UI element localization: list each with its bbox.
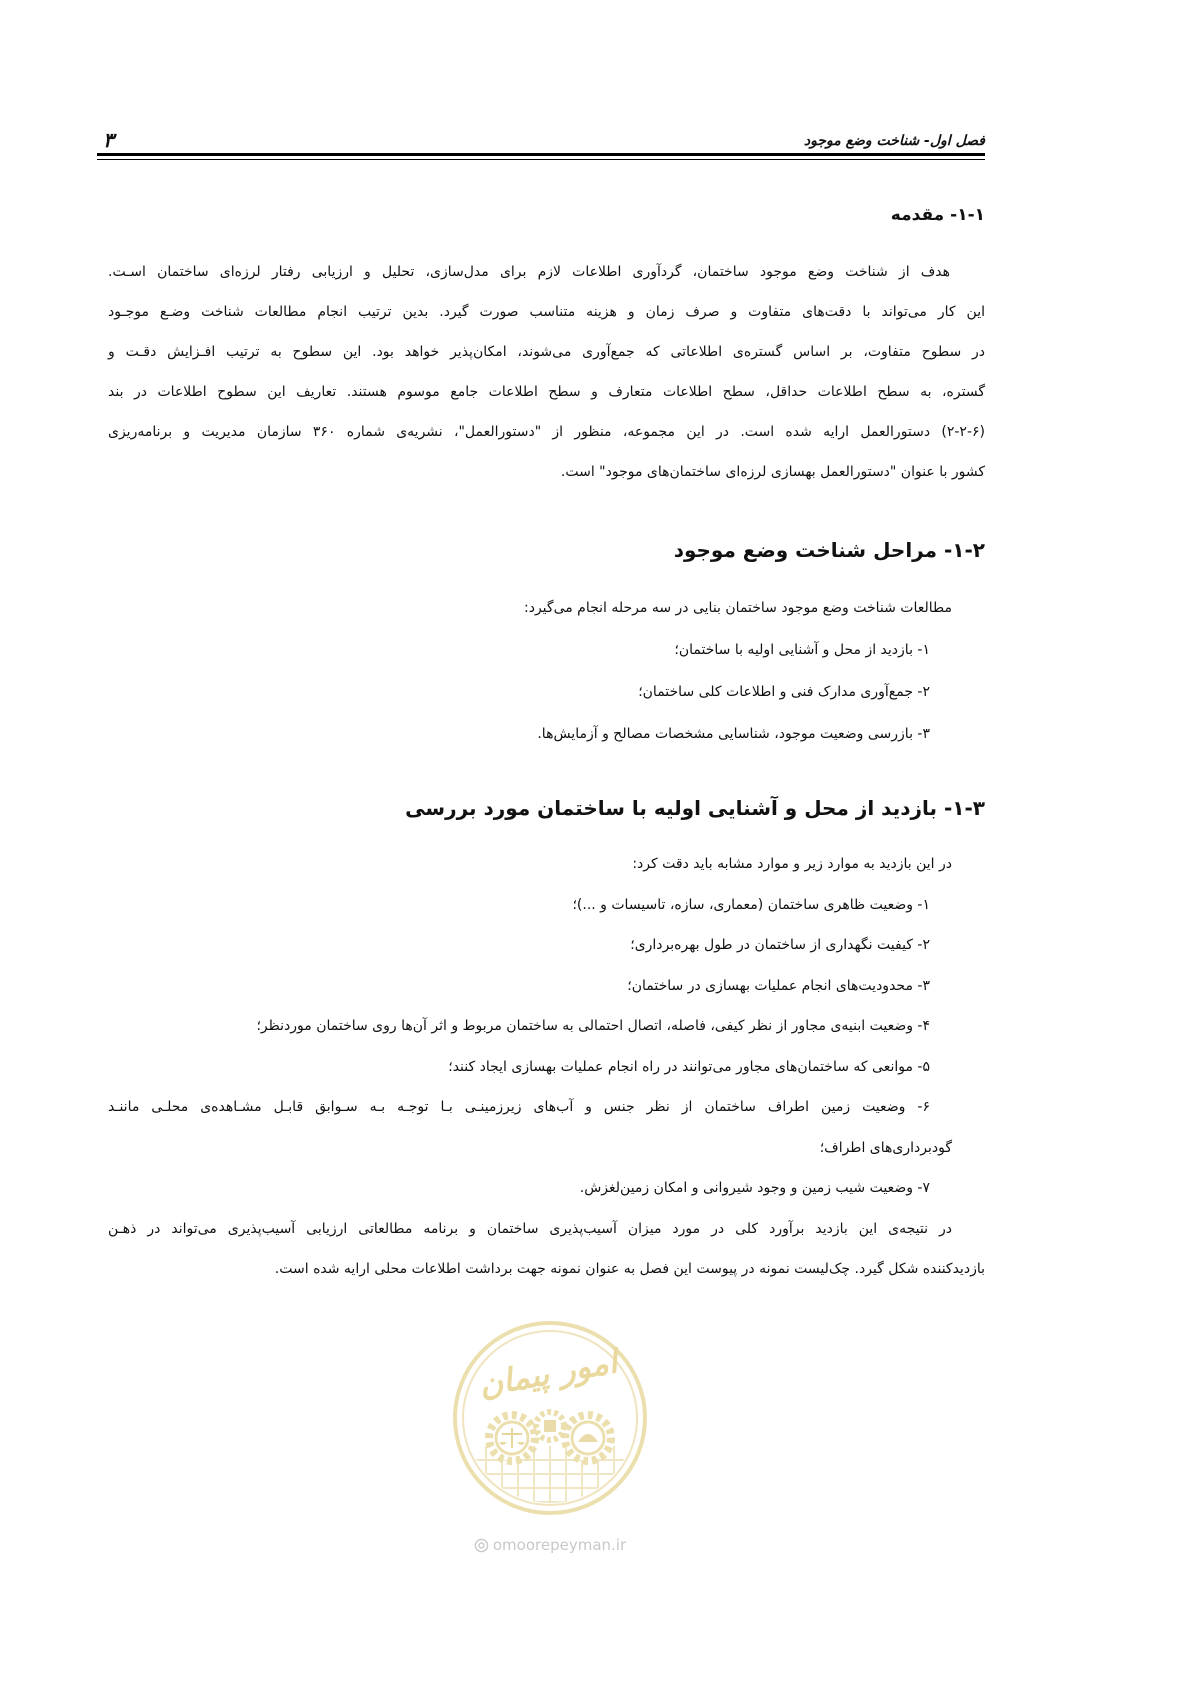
at-sign-icon (474, 1538, 489, 1553)
paragraph-line: (۲-۲-۶) دستورالعمل ارایه شده است. در این مجموعه، منظور از "دستورالعمل"، نشریه‌ی شماره ۳۶۰ سازمان مدیریت و برنامه‌ریزی (108, 424, 985, 440)
watermark-seal-logo (450, 1318, 650, 1518)
list-item: ۶- وضعیت زمین اطراف ساختمان از نظر جنس و آب‌های زیرزمینـی بـا توجـه بـه سـوابق قابـل مشـاهده‌ی محلـی ماننـد (108, 1099, 930, 1115)
section-heading-1-2: ۱-۲- مراحل شناخت وضع موجود (673, 538, 985, 562)
paragraph-line: کشور با عنوان "دستورالعمل بهسازی لرزه‌ای ساختمان‌های موجود" است. (560, 464, 985, 480)
left-gear-icon (489, 1415, 535, 1461)
center-gear-icon (536, 1412, 564, 1440)
conclusion-line: در نتیجه‌ی این بازدید برآورد کلی در مورد میزان آسیب‌پذیری ساختمان و برنامه مطالعاتی ارزیابی آسیب‌پذیری می‌تواند در ذهـن (108, 1220, 952, 1237)
header-rule-thin (97, 159, 985, 160)
list-item: ۲- جمع‌آوری مدارک فنی و اطلاعات کلی ساختمان؛ (638, 684, 930, 700)
stages-list (108, 587, 985, 755)
right-gear-icon (565, 1415, 611, 1461)
list-item: ۳- بازرسی وضعیت موجود، شناسایی مشخصات مصالح و آزمایش‌ها. (537, 726, 930, 742)
chapter-title: فصل اول- شناخت وضع موجود (803, 133, 985, 149)
list-intro: مطالعات شناخت وضع موجود ساختمان بنایی در سه مرحله انجام می‌گیرد: (524, 600, 952, 616)
running-header (97, 120, 985, 162)
site-visit-list (108, 844, 985, 1290)
list-item: ۲- کیفیت نگهداری از ساختمان در طول بهره‌برداری؛ (630, 937, 930, 953)
page-number: ۳ (103, 128, 114, 152)
paragraph-line: گستره، به سطح اطلاعات حداقل، سطح اطلاعات متعارف و سطح اطلاعات جامع موسوم هستند. تعاریف این سطوح اطلاعات در بند (108, 384, 985, 400)
list-item: ۴- وضعیت ابنیه‌ی مجاور از نظر کیفی، فاصله، اتصال احتمالی به ساختمان مربوط و اثر آن‌ها روی ساختمان موردنظر؛ (256, 1018, 930, 1034)
intro-paragraph (108, 252, 985, 492)
header-rule-thick (97, 153, 985, 156)
section-heading-1-1: ۱-۱- مقدمه (890, 205, 985, 225)
list-item: ۳- محدودیت‌های انجام عملیات بهسازی در ساختمان؛ (627, 977, 930, 994)
list-item-continuation: گودبرداری‌های اطراف؛ (819, 1139, 952, 1156)
watermark-website (440, 1533, 660, 1557)
website-url: omoorepeyman.ir (492, 1536, 627, 1554)
paragraph-line: هدف از شناخت وضع موجود ساختمان، گردآوری اطلاعات لازم برای مدل‌سازی، تحلیل و ارزیابی رفتار لرزه‌ای ساختمان اسـت. (108, 264, 950, 280)
grid-pattern (470, 1446, 630, 1513)
page-body (108, 195, 985, 1290)
seal-lettering: امور پیمان (476, 1342, 621, 1404)
paragraph-line: این کار می‌تواند با دقت‌های متفاوت و صرف زمان و هزینه متناسب صورت گیرد. بدین ترتیب انجام مطالعات شناخت وضـع موجـود (108, 304, 985, 320)
list-item: ۱- بازدید از محل و آشنایی اولیه با ساختمان؛ (674, 642, 930, 658)
list-item: ۵- موانعی که ساختمان‌های مجاور می‌توانند در راه انجام عملیات بهسازی ایجاد کنند؛ (448, 1058, 930, 1075)
conclusion-line: بازدیدکننده شکل گیرد. چک‌لیست نمونه در پیوست این فصل به عنوان نمونه جهت برداشت اطلاعات محلی ارایه شده است. (274, 1261, 985, 1277)
list-item: ۷- وضعیت شیب زمین و وجود شیروانی و امکان زمین‌لغزش. (579, 1180, 930, 1196)
paragraph-line: در سطوح متفاوت، بر اساس گستره‌ی اطلاعاتی که جمع‌آوری می‌شوند، امکان‌پذیر خواهد بود. این سطوح به ترتیب افـزایش دقـت و (108, 344, 985, 360)
list-item: ۱- وضعیت ظاهری ساختمان (معماری، سازه، تاسیسات و ...)؛ (572, 896, 930, 913)
section-heading-1-3: ۱-۳- بازدید از محل و آشنایی اولیه با ساختمان مورد بررسی (405, 796, 985, 820)
list-intro: در این بازدید به موارد زیر و موارد مشابه باید دقت کرد: (632, 856, 952, 872)
